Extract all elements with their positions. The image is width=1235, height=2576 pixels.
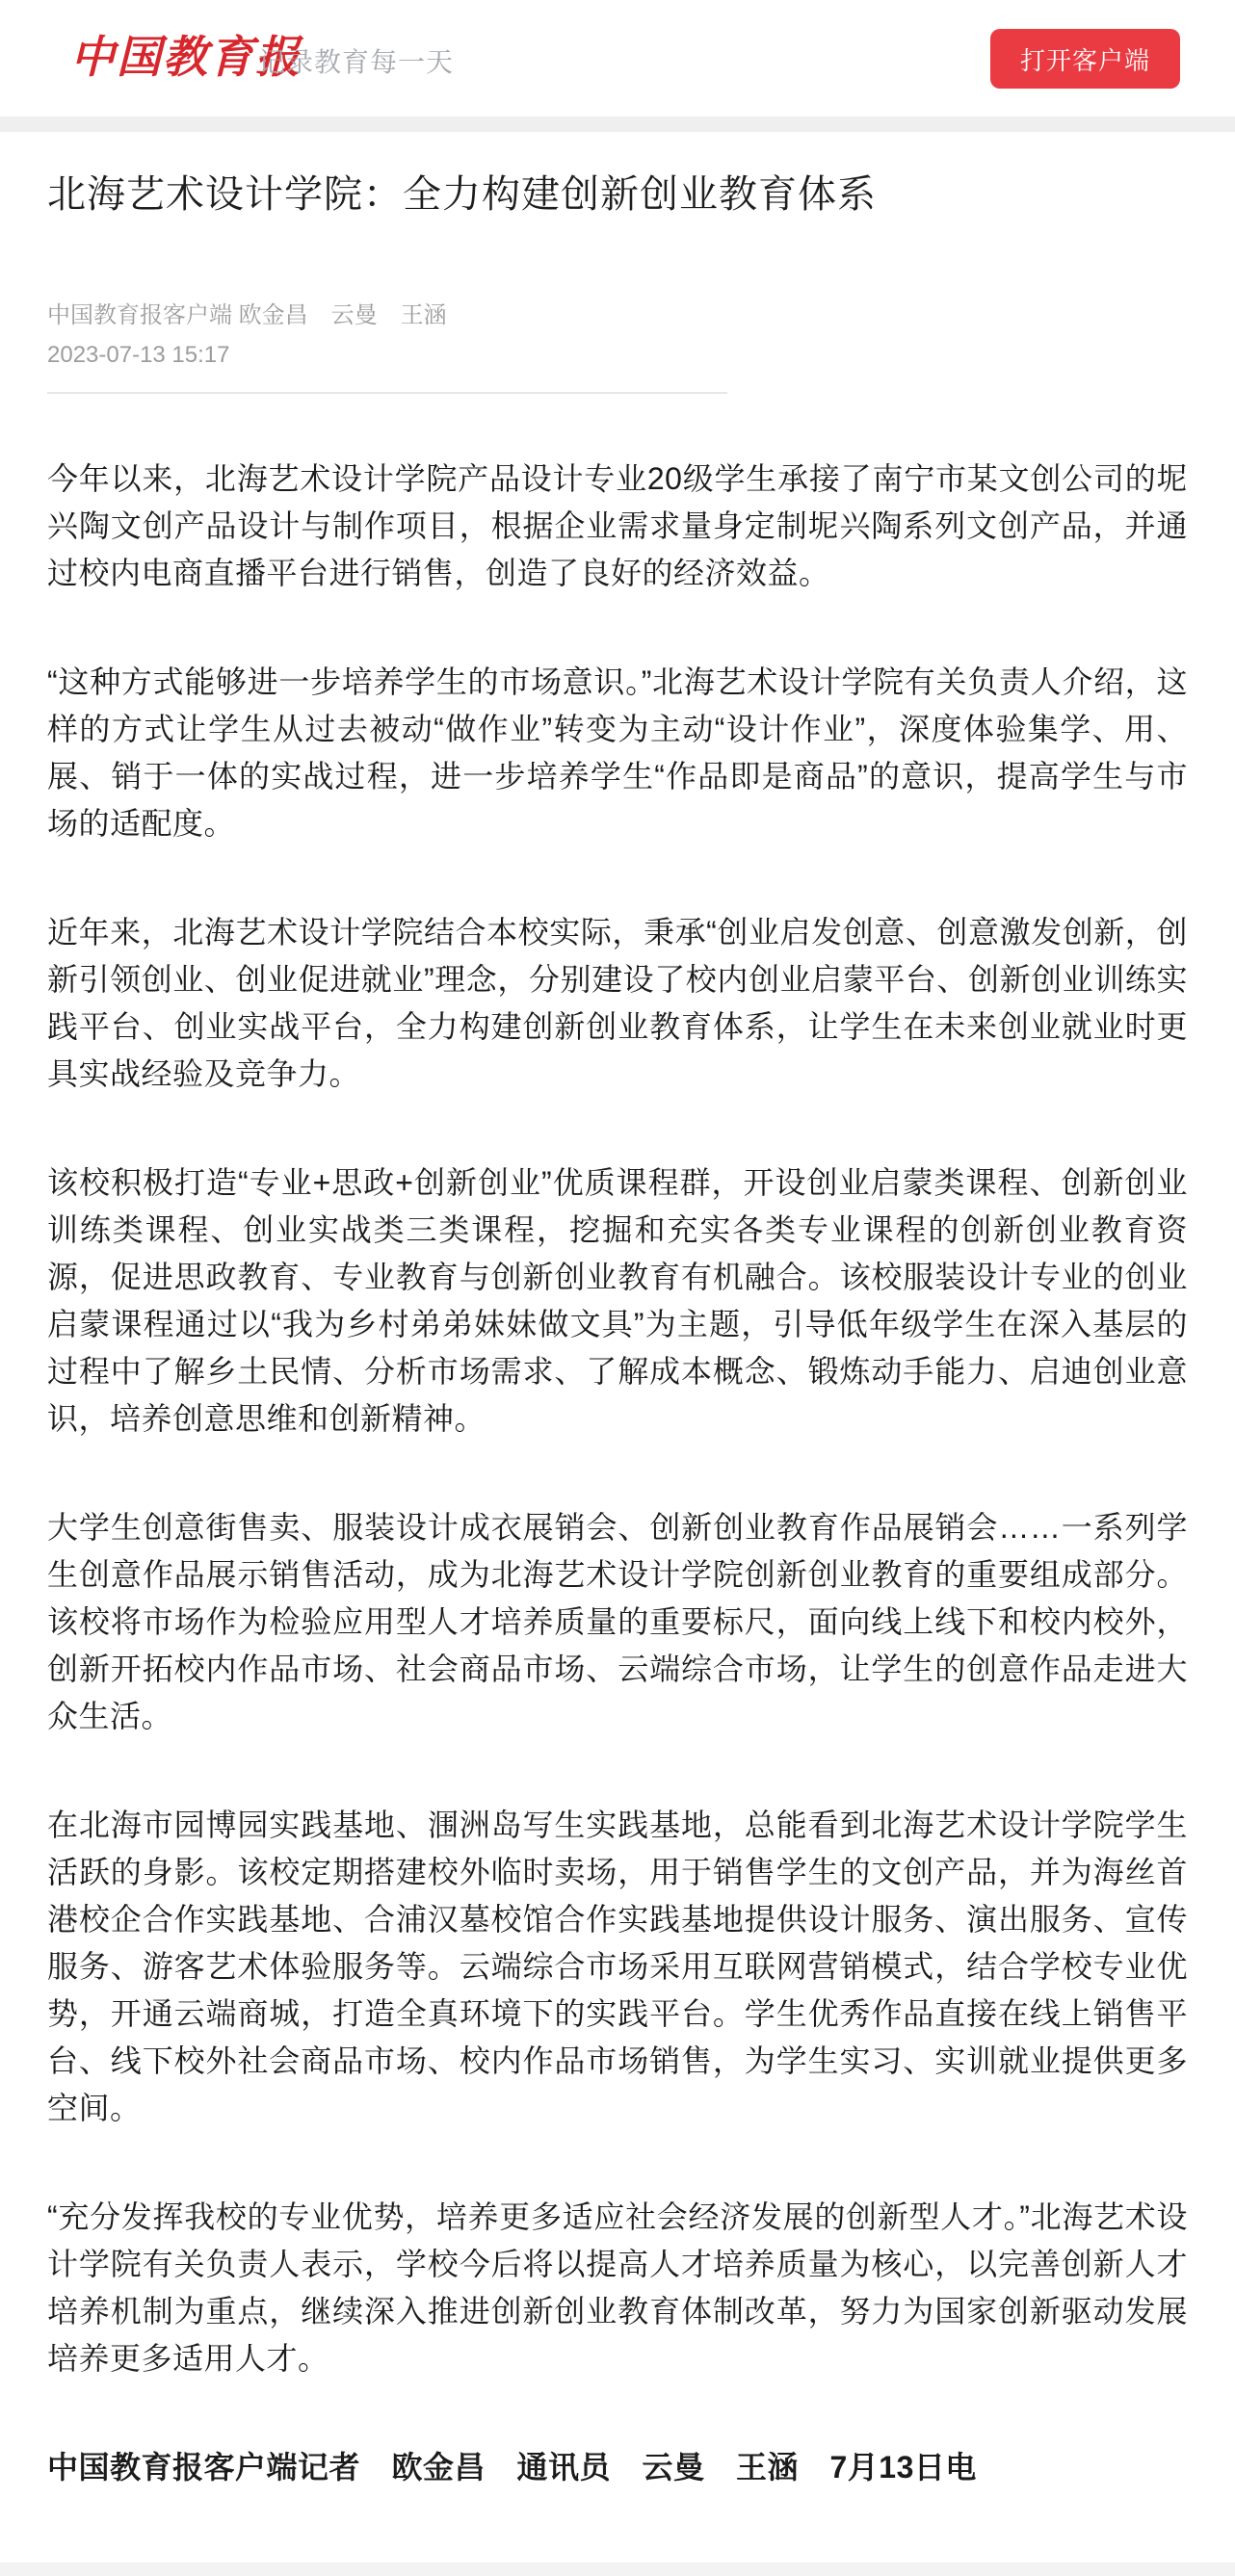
china-education-daily-logo[interactable]: 中国教育报 xyxy=(70,31,302,83)
article-body xyxy=(0,172,1235,2491)
article-paragraph: 近年来，北海艺术设计学院结合本校实际，秉承“创业启发创意、创意激发创新，创新引领创业、创业促进就业”理念，分别建设了校内创业启蒙平台、创新创业训练实践平台、创业实战平台，全力构建创新创业教育体系，让学生在未来创业就业时更具实战经验及竞争力。 xyxy=(47,915,1188,1091)
article-paragraph: “这种方式能够进一步培养学生的市场意识。”北海艺术设计学院有关负责人介绍，这样的方式让学生从过去被动“做作业”转变为主动“设计作业”，深度体验集学、用、展、销于一体的实战过程，进一步培养学生“作品即是商品”的意识，提高学生与市场的适配度。 xyxy=(47,664,1188,841)
page-header xyxy=(0,0,1235,117)
article-byline: 中国教育报客户端 欧金昌 云曼 王涵 xyxy=(47,302,447,328)
header-divider-band xyxy=(0,117,1235,132)
article-paragraph: 今年以来，北海艺术设计学院产品设计专业20级学生承接了南宁市某文创公司的坭兴陶文创产品设计与制作项目，根据企业需求量身定制坭兴陶系列文创产品，并通过校内电商直播平台进行销售，创造了良好的经济效益。 xyxy=(47,461,1188,590)
meta-divider-line xyxy=(47,392,727,394)
open-app-button[interactable]: 打开客户端 xyxy=(990,29,1180,89)
page-bottom-band xyxy=(0,2563,1235,2576)
article-paragraph: “充分发挥我校的专业优势，培养更多适应社会经济发展的创新型人才。”北海艺术设计学院有关负责人表示，学校今后将以提高人才培养质量为核心，以完善创新人才培养机制为重点，继续深入推进创新创业教育体制改革，努力为国家创新驱动发展培养更多适用人才。 xyxy=(47,2199,1188,2376)
article-date: 2023-07-13 15:17 xyxy=(47,342,230,368)
article-paragraph: 在北海市园博园实践基地、涠洲岛写生实践基地，总能看到北海艺术设计学院学生活跃的身影。该校定期搭建校外临时卖场，用于销售学生的文创产品，并为海丝首港校企合作实践基地、合浦汉墓校馆合作实践基地提供设计服务、演出服务、宣传服务、游客艺术体验服务等。云端综合市场采用互联网营销模式，结合学校专业优势，开通云端商城，打造全真环境下的实践平台。学生优秀作品直接在线上销售平台、线下校外社会商品市场、校内作品市场销售，为学生实习、实训就业提供更多空间。 xyxy=(47,1808,1188,2125)
article-paragraph: 大学生创意街售卖、服装设计成衣展销会、创新创业教育作品展销会……一系列学生创意作品展示销售活动，成为北海艺术设计学院创新创业教育的重要组成部分。该校将市场作为检验应用型人才培养质量的重要标尺，面向线上线下和校内校外，创新开拓校内作品市场、社会商品市场、云端综合市场，让学生的创意作品走进大众生活。 xyxy=(47,1510,1188,1733)
article-paragraph: 该校积极打造“专业+思政+创新创业”优质课程群，开设创业启蒙类课程、创新创业训练类课程、创业实战类三类课程，挖掘和充实各类专业课程的创新创业教育资源，促进思政教育、专业教育与创新创业教育有机融合。该校服装设计专业的创业启蒙课程通过以“我为乡村弟弟妹妹做文具”为主题，引导低年级学生在深入基层的过程中了解乡土民情、分析市场需求、了解成本概念、锻炼动手能力、启迪创业意识，培养创意思维和创新精神。 xyxy=(47,1165,1188,1436)
article-title: 北海艺术设计学院：全力构建创新创业教育体系 xyxy=(47,173,877,216)
article-credit-line: 中国教育报客户端记者 欧金昌 通讯员 云曼 王涵 7月13日电 xyxy=(47,2450,977,2485)
header-tagline: 记录教育每一天 xyxy=(258,47,455,77)
